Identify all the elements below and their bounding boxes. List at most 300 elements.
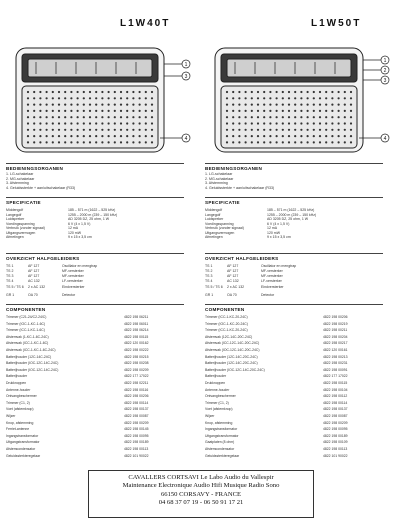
component-name: Afstemvak (ICC-12C-14C-20C-24C) — [205, 341, 260, 346]
grille-hole — [89, 97, 91, 99]
grille-hole — [39, 104, 41, 106]
grille-hole — [58, 91, 60, 93]
grille-hole — [46, 135, 48, 137]
grille-hole — [77, 91, 79, 93]
grille-hole — [58, 129, 60, 131]
grille-hole — [276, 116, 278, 118]
grille-hole — [238, 97, 240, 99]
grille-hole — [331, 116, 333, 118]
grille-hole — [114, 91, 116, 93]
grille-hole — [294, 141, 296, 143]
grille-hole — [238, 91, 240, 93]
divider — [205, 304, 383, 305]
grille-hole — [338, 135, 340, 137]
grille-hole — [269, 141, 271, 143]
grille-hole — [257, 129, 259, 131]
grille-hole — [114, 135, 116, 137]
component-code: 4822 198 06214 — [124, 328, 149, 333]
grille-hole — [108, 104, 110, 106]
semi-function: LF-versterker — [62, 279, 83, 283]
component-code: 4822 198 06211 — [124, 315, 149, 319]
grille-hole — [33, 91, 35, 93]
grille-hole — [350, 116, 352, 118]
component-code: 4822 198 00113 — [323, 447, 348, 451]
spec-key: Uitgangsvermogen — [6, 230, 36, 235]
control-item: 3. Afstemming — [205, 181, 228, 185]
component-code: 4822 101 90022 — [124, 453, 149, 458]
component-code: 4822 198 00206 — [124, 394, 149, 399]
grille-hole — [344, 129, 346, 131]
grille-hole — [33, 122, 35, 124]
spec-value: 6 V (4 x 1,5 V) — [68, 221, 91, 226]
spec-key: Verbruik (zonder signaal) — [6, 226, 45, 230]
grille-hole — [27, 97, 29, 99]
grille-hole — [245, 116, 247, 118]
grille-hole — [120, 91, 122, 93]
grille-hole — [58, 141, 60, 143]
component-name: Trimmer (IOC-1-KC-20-24C) — [205, 321, 248, 326]
grille-hole — [52, 91, 54, 93]
component-name: Batterijhouder — [6, 374, 28, 379]
spec-key: Verbruik (zonder signaal) — [205, 226, 244, 230]
grille-hole — [257, 91, 259, 93]
grille-hole — [319, 104, 321, 106]
grille-hole — [300, 129, 302, 131]
grille-hole — [139, 110, 141, 112]
grille-hole — [58, 97, 60, 99]
grille-hole — [232, 129, 234, 131]
svg-text:4: 4 — [383, 136, 387, 142]
grille-hole — [77, 104, 79, 106]
control-item: 4. Geluidssterkte + aan/uitschakelaar (R33) — [205, 185, 275, 190]
grille-hole — [344, 116, 346, 118]
spec-key: Afmetingen — [205, 235, 223, 239]
grille-hole — [313, 104, 315, 106]
spec-value: 185 – 571 m (1622 – 525 kHz) — [267, 208, 315, 212]
grille-hole — [331, 110, 333, 112]
grille-hole — [226, 91, 228, 93]
grille-hole — [46, 141, 48, 143]
grille-hole — [39, 116, 41, 118]
grille-hole — [114, 116, 116, 118]
component-name: Geluidssterkteregelaar — [6, 453, 41, 458]
grille-hole — [132, 116, 134, 118]
grille-hole — [226, 122, 228, 124]
grille-hole — [120, 141, 122, 143]
radio-illustration-right — [205, 42, 391, 160]
semi-ts: TS 5 / TS 6 — [6, 285, 24, 289]
grille-hole — [95, 110, 97, 112]
grille-hole — [350, 110, 352, 112]
component-code: 4822 198 00095 — [124, 433, 149, 438]
grille-hole — [101, 135, 103, 137]
semi-title-left: OVERZICHT HALFGELEIDERS — [6, 256, 80, 261]
grille-hole — [120, 135, 122, 137]
grille-hole — [27, 122, 29, 124]
semi-ts: TS 3 — [6, 274, 14, 278]
grille-hole — [238, 110, 240, 112]
component-code: 4822 198 00215 — [124, 354, 149, 359]
grille-hole — [282, 141, 284, 143]
component-code: 4822 177 17022 — [323, 374, 348, 379]
grille-hole — [126, 97, 128, 99]
grille-hole — [313, 116, 315, 118]
spec-value: 120 mW — [267, 230, 281, 235]
grille-hole — [313, 129, 315, 131]
grille-hole — [95, 141, 97, 143]
component-code: 4822 198 00115 — [323, 381, 348, 385]
grille-hole — [108, 91, 110, 93]
control-item: 1. LG-schakelaar — [205, 172, 233, 176]
component-code: 4822 198 00116 — [124, 387, 149, 392]
grille-hole — [89, 129, 91, 131]
svg-text:4: 4 — [184, 136, 188, 142]
grille-hole — [39, 135, 41, 137]
divider — [6, 163, 184, 164]
grille-hole — [269, 97, 271, 99]
comp-title-left: COMPONENTEN — [6, 307, 46, 312]
spec-value: 120 mW — [68, 230, 82, 235]
component-code: 4822 198 00208 — [124, 361, 149, 366]
component-name: Batterijhouder (IOC-12C-14C-24C) — [6, 367, 59, 372]
control-item: 1. LG-schakelaar — [6, 172, 34, 176]
grille-hole — [58, 116, 60, 118]
grille-hole — [338, 110, 340, 112]
grille-hole — [325, 141, 327, 143]
grille-hole — [226, 135, 228, 137]
grille-hole — [39, 141, 41, 143]
grille-hole — [101, 97, 103, 99]
grille-hole — [282, 110, 284, 112]
grille-hole — [350, 97, 352, 99]
semi-function: Detector — [62, 293, 76, 297]
component-code: 4822 198 00145 — [124, 427, 149, 432]
component-code: 4822 198 00189 — [323, 433, 348, 438]
grille-hole — [89, 122, 91, 124]
grille-hole — [108, 122, 110, 124]
semi-type: 2 x AC 132 — [227, 285, 245, 289]
grille-hole — [83, 141, 85, 143]
grille-hole — [245, 141, 247, 143]
semi-type: AF 127 — [227, 264, 239, 268]
grille-hole — [70, 122, 72, 124]
divider — [205, 163, 383, 164]
svg-text:2: 2 — [383, 68, 387, 74]
grille-hole — [120, 116, 122, 118]
grille-hole — [313, 135, 315, 137]
grille-hole — [83, 110, 85, 112]
grille-hole — [294, 104, 296, 106]
grille-hole — [294, 110, 296, 112]
component-name: Afstemcondensator — [205, 447, 235, 451]
grille-hole — [257, 104, 259, 106]
grille-hole — [331, 97, 333, 99]
component-code: 4822 198 00219 — [323, 321, 348, 326]
grille-hole — [338, 104, 340, 106]
semi-type: AF 127 — [28, 269, 40, 273]
component-name: Batterijhouder (IOC-12C-14C-24C) — [6, 361, 59, 366]
grille-hole — [257, 122, 259, 124]
component-code: 4822 198 00137 — [124, 407, 149, 412]
spec-key: Langegolf — [6, 212, 22, 217]
grille-hole — [307, 91, 309, 93]
grille-hole — [46, 104, 48, 106]
component-name: Afstemvak (1-KC-1-6C-24C) — [6, 334, 49, 339]
semi-type: AF 127 — [28, 264, 40, 268]
grille-hole — [114, 97, 116, 99]
component-name: Afstemvak (12C-14C-20C-24C) — [205, 334, 253, 339]
grille-hole — [245, 129, 247, 131]
grille-hole — [263, 141, 265, 143]
grille-hole — [344, 141, 346, 143]
grille-hole — [263, 129, 265, 131]
component-name: Uitgangstransformator — [6, 440, 40, 445]
grille-hole — [108, 97, 110, 99]
grille-hole — [226, 116, 228, 118]
grille-hole — [39, 110, 41, 112]
grille-hole — [70, 129, 72, 131]
grille-hole — [232, 110, 234, 112]
component-name: Trimmer (ICC-1-KC-20-24C) — [205, 315, 248, 319]
grille-hole — [257, 141, 259, 143]
spec-key: Luidspreker — [205, 217, 224, 221]
grille-hole — [151, 122, 153, 124]
grille-hole — [269, 135, 271, 137]
grille-hole — [232, 104, 234, 106]
semi-ts: GR 1 — [205, 293, 214, 297]
grille-hole — [276, 97, 278, 99]
component-name: Wijzer — [205, 414, 215, 418]
semi-function: Detector — [261, 293, 275, 297]
controls-title-left: BEDIENINGSORGANEN — [6, 166, 64, 171]
grille-hole — [64, 116, 66, 118]
grille-hole — [95, 91, 97, 93]
grille-hole — [282, 97, 284, 99]
grille-hole — [145, 141, 147, 143]
grille-hole — [282, 135, 284, 137]
grille-hole — [269, 122, 271, 124]
grille-hole — [344, 110, 346, 112]
grille-hole — [238, 135, 240, 137]
grille-hole — [27, 129, 29, 131]
grille-hole — [151, 110, 153, 112]
grille-hole — [344, 97, 346, 99]
grille-hole — [325, 135, 327, 137]
grille-hole — [83, 91, 85, 93]
component-name: Geluidssterkteregelaar — [205, 453, 240, 458]
grille-hole — [27, 104, 29, 106]
grille-hole — [126, 116, 128, 118]
grille-hole — [251, 135, 253, 137]
grille-hole — [269, 116, 271, 118]
grille-hole — [319, 110, 321, 112]
grille-hole — [126, 129, 128, 131]
grille-hole — [331, 104, 333, 106]
semi-ts: TS 3 — [205, 274, 213, 278]
grille-hole — [77, 116, 79, 118]
grille-hole — [319, 135, 321, 137]
semi-type: AF 127 — [227, 269, 239, 273]
grille-hole — [245, 91, 247, 93]
grille-hole — [132, 104, 134, 106]
component-code: 4822 198 00209 — [124, 367, 149, 372]
grille-hole — [77, 135, 79, 137]
grille-hole — [114, 141, 116, 143]
grille-hole — [344, 135, 346, 137]
contact-line-2: Maintenance Electronique Audio Hifi Musique Radio Sono — [122, 482, 280, 490]
grille-hole — [282, 104, 284, 106]
grille-hole — [83, 97, 85, 99]
grille-hole — [132, 122, 134, 124]
grille-hole — [294, 91, 296, 93]
grille-hole — [70, 110, 72, 112]
semi-function: Oscillator en mengtrap — [261, 264, 297, 268]
divider — [205, 253, 383, 254]
grille-hole — [288, 122, 290, 124]
grille-hole — [132, 135, 134, 137]
component-name: Trimmer (IOC-1-KC-1-6C) — [6, 321, 46, 326]
semi-function: Eindversterker — [261, 285, 284, 289]
grille-hole — [319, 91, 321, 93]
component-name: Batterijhouder (12C-14C-20C-24C) — [205, 361, 258, 366]
divider — [6, 197, 184, 198]
semi-function: MF-versterker — [261, 269, 283, 273]
grille-hole — [95, 97, 97, 99]
semi-ts: TS 1 — [6, 264, 14, 268]
grille-hole — [245, 97, 247, 99]
component-code: 4822 198 02211 — [124, 381, 149, 385]
grille-hole — [77, 122, 79, 124]
grille-hole — [338, 122, 340, 124]
grille-hole — [331, 91, 333, 93]
grille-hole — [331, 135, 333, 137]
spec-value: 185 – 571 m (1622 – 525 kHz) — [68, 208, 116, 212]
grille-hole — [350, 91, 352, 93]
component-code: 4822 198 00206 — [323, 315, 348, 319]
component-name: Knop, afstemming — [6, 420, 34, 425]
grille-hole — [294, 97, 296, 99]
grille-hole — [89, 141, 91, 143]
contact-line-3: 66150 CORSAVY - FRANCE — [160, 490, 242, 498]
grille-hole — [52, 135, 54, 137]
grille-hole — [151, 129, 153, 131]
semi-type: AC 132 — [28, 279, 40, 283]
grille-hole — [300, 91, 302, 93]
grille-hole — [139, 141, 141, 143]
grille-hole — [288, 135, 290, 137]
grille-hole — [120, 97, 122, 99]
radio-illustration-left — [6, 42, 192, 160]
grille-hole — [52, 116, 54, 118]
grille-hole — [238, 129, 240, 131]
grille-hole — [307, 110, 309, 112]
grille-hole — [325, 91, 327, 93]
component-code: 4822 198 00209 — [323, 420, 348, 425]
grille-hole — [269, 104, 271, 106]
grille-hole — [269, 129, 271, 131]
grille-hole — [101, 91, 103, 93]
grille-hole — [313, 110, 315, 112]
component-code: 4822 198 00113 — [124, 447, 149, 451]
grille-hole — [294, 116, 296, 118]
grille-hole — [245, 104, 247, 106]
grille-hole — [145, 116, 147, 118]
control-item: 3. Afstemming — [6, 181, 29, 185]
grille-hole — [101, 110, 103, 112]
grille-hole — [27, 110, 29, 112]
grille-hole — [257, 110, 259, 112]
grille-hole — [251, 110, 253, 112]
grille-hole — [288, 104, 290, 106]
grille-hole — [52, 129, 54, 131]
spec-value: 9 x 15 x 3,5 cm — [267, 235, 291, 239]
grille-hole — [70, 97, 72, 99]
component-code: 4822 198 00095 — [323, 427, 348, 432]
semi-ts: TS 5 / TS 6 — [205, 285, 223, 289]
spec-title-left: SPECIFICATIE — [6, 200, 41, 205]
grille-hole — [245, 110, 247, 112]
grille-hole — [151, 91, 153, 93]
divider — [6, 304, 184, 305]
grille-hole — [288, 129, 290, 131]
grille-hole — [300, 104, 302, 106]
grille-hole — [313, 122, 315, 124]
grille-hole — [282, 122, 284, 124]
grille-hole — [101, 141, 103, 143]
grille-hole — [126, 91, 128, 93]
control-item: 2. MG-schakelaar — [205, 176, 234, 181]
grille-hole — [263, 135, 265, 137]
grille-hole — [77, 141, 79, 143]
grille-hole — [288, 110, 290, 112]
grille-hole — [108, 110, 110, 112]
component-code: 4822 198 00087 — [124, 414, 149, 418]
grille-hole — [64, 141, 66, 143]
grille-hole — [126, 110, 128, 112]
grille-hole — [319, 116, 321, 118]
spec-key: Middengolf — [6, 208, 24, 212]
grille-hole — [350, 141, 352, 143]
grille-hole — [95, 122, 97, 124]
spec-key: Middengolf — [205, 208, 223, 212]
grille-hole — [27, 141, 29, 143]
semi-type: 2 x AC 132 — [28, 285, 46, 289]
grille-hole — [257, 135, 259, 137]
grille-hole — [46, 91, 48, 93]
component-code: 4822 177 17022 — [124, 374, 149, 379]
spec-value: AD 3205 DZ, 25 ohm, 1 W — [267, 217, 309, 221]
component-name: Ontvangbeschermer — [205, 394, 236, 399]
component-name: Antenne-houder — [6, 387, 31, 392]
grille-hole — [27, 116, 29, 118]
component-name: Wijzer — [6, 414, 16, 418]
grille-hole — [263, 116, 265, 118]
grille-hole — [46, 116, 48, 118]
grille-hole — [64, 110, 66, 112]
grille-hole — [89, 135, 91, 137]
grille-hole — [70, 141, 72, 143]
grille-hole — [269, 91, 271, 93]
grille-hole — [238, 104, 240, 106]
grille-hole — [145, 135, 147, 137]
spec-key: Luidspreker — [6, 217, 25, 221]
model-title-right: L1W50T — [311, 18, 362, 29]
grille-hole — [58, 110, 60, 112]
grille-hole — [70, 104, 72, 106]
grille-hole — [95, 116, 97, 118]
spec-title-right: SPECIFICATIE — [205, 200, 240, 205]
component-name: Batterijhouder — [205, 374, 227, 379]
